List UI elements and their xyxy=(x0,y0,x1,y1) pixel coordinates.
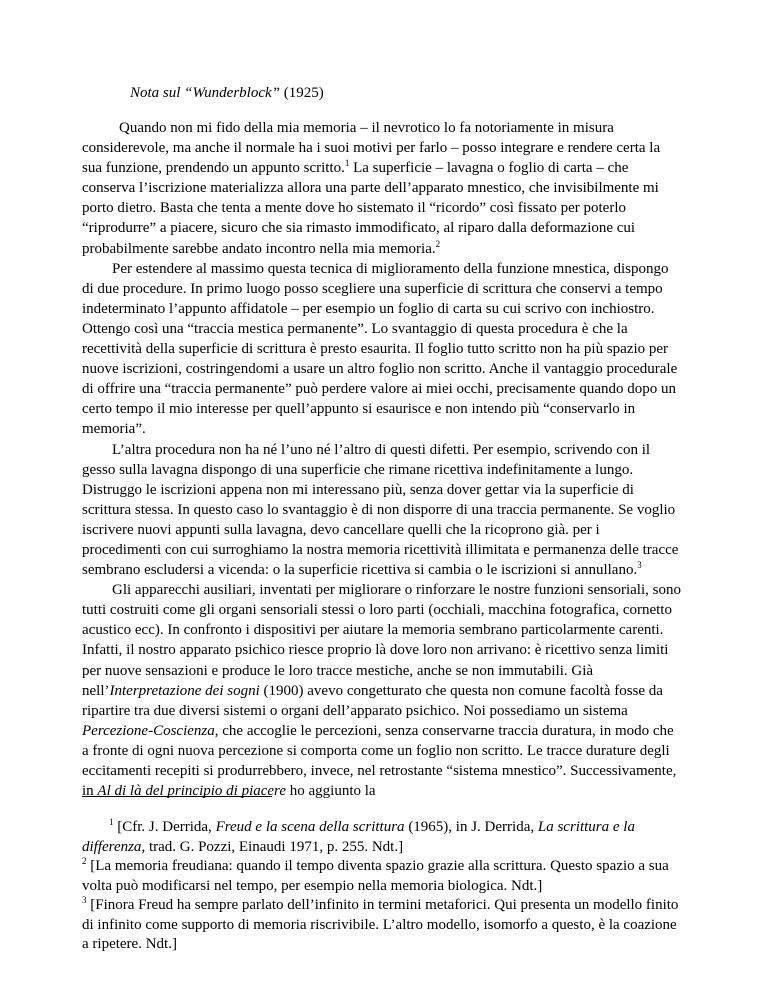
footnote-separator xyxy=(82,796,272,797)
footnotes xyxy=(82,818,682,955)
paragraph-4-text-c: , che accoglie le percezioni, senza conservarne traccia duratura, in modo che a fronte di ogni nuova percezione si comporta come un foglio non scritto. Le tracce durature degli eccitamenti recepiti si produrrebbero, invece, nel retrostante “sistema mnestico”. Successivamente, in xyxy=(82,722,677,800)
footnote-ref-1[interactable]: 1 xyxy=(344,158,350,169)
paragraph-4-text-b: (1900) avevo congetturato che questa non comune facoltà fosse da ripartire tra due diversi sistemi o organi dell’apparato psichico. Noi possediamo un sistema xyxy=(82,682,663,719)
title-main: Nota sul “Wunderblock” xyxy=(130,85,281,101)
footnote-ref-3[interactable]: 3 xyxy=(637,560,642,571)
footnote-ref-2[interactable]: 2 xyxy=(435,238,441,249)
title-year: (1925) xyxy=(280,85,324,101)
paragraph-4-text-d: ho aggiunto la xyxy=(286,783,376,800)
footnote-3-text: [Finora Freud ha sempre parlato dell’infinito in termini metaforici. Qui presenta un modello finito di infinito come supporto di memoria riscrivibile. L’altro modello, isomorfo a questo, è la coazione a ripetere. Ndt.] xyxy=(82,897,679,952)
paragraph-4-text-a: Gli apparecchi ausiliari, inventati per migliorare o rinforzare le nostre funzioni sensoriali, sono tutti costruiti come gli organi sensoriali stessi o loro parti (occhiali, macchina fotografica, cornetto acustico ecc). In confronto i dispositivi per aiutare la memoria sembrano particolarmente carenti. Infatti, il nostro apparato psichico riesce proprio là dove loro non arrivano: è ricettivo senza limiti per nuove sensazioni e produce le loro tracce mestiche, anche se non immutabili. Già nell’ xyxy=(82,582,681,699)
book-title-interpretazione: Interpretazione dei sogni xyxy=(109,682,260,699)
paragraph-1 xyxy=(82,118,682,259)
footnote-1 xyxy=(82,818,682,857)
footnote-1-text-b: (1965), in J. Derrida, xyxy=(404,819,538,835)
footnote-3 xyxy=(82,896,682,955)
footnote-2-text: [La memoria freudiana: quando il tempo diventa spazio grazie alla scrittura. Questo spazio a sua volta può modificarsi nel tempo, per esempio nella memoria biologica. Ndt.] xyxy=(82,858,669,894)
footnote-1-number: 1 xyxy=(109,817,114,827)
footnote-1-title-2: La scrittura e la differenza xyxy=(82,819,635,855)
footnote-3-number: 3 xyxy=(82,895,87,905)
footnote-1-text-a: [Cfr. J. Derrida, xyxy=(113,819,216,835)
footnote-2-number: 2 xyxy=(82,856,87,866)
term-percezione-coscienza: Percezione-Coscienza xyxy=(82,722,215,739)
paragraph-1-text-b: La superficie – lavagna o foglio di carta – che conserva l’iscrizione materializza allora una parte dell’apparato mnestico, che invisibilmente mi porto dietro. Basta che tenta a mente dove ho sistemato il “ricordo” così fissato per poterlo “riprodurre” a piacere, sicuro che sia rimasto immodificato, al riparo dalla deformazione cui probabilmente sarebbe andato incontro nella mia memoria. xyxy=(82,160,659,257)
body-text xyxy=(82,118,682,801)
footnote-2 xyxy=(82,857,682,896)
paragraph-2: Per estendere al massimo questa tecnica di miglioramento della funzione mnestica, dispongo di due procedure. In primo luogo posso scegliere una superficie di scrittura che conservi a tempo indeterminato l’appunto affidatole – per esempio un foglio di carta su cui scrivo con inchiostro. Ottengo così una “traccia mestica permanente”. Lo svantaggio di questa procedura è che la recettività della superficie di scrittura è presto esaurita. Il foglio tutto scritto non ha più spazio per nuove iscrizioni, costringendomi a usare un altro foglio non scritto. Anche il vantaggio procedurale di offrire una “traccia permanente” può perdere valore ai miei occhi, precisamente quando dopo un certo tempo il mio interesse per quell’appunto si esaurisce e non intendo più “conservarlo in memoria”. xyxy=(82,260,678,438)
footnote-1-title-1: Freud e la scena della scrittura xyxy=(215,819,405,835)
paragraph-1-text-a: Quando non mi fido della mia memoria – il nevrotico lo fa notoriamente in misura considerevole, ma anche il normale ha i suoi motivi per farlo – posso integrare e rendere certa la sua funzione, prendendo un appunto scritto. xyxy=(82,120,661,177)
paragraph-3 xyxy=(82,440,682,581)
paragraph-4 xyxy=(82,580,682,801)
footnote-1-text-c: , trad. G. Pozzi, Einaudi 1971, p. 255. Ndt.] xyxy=(141,838,404,855)
page-title xyxy=(130,84,324,102)
paragraph-3-text: L’altra procedura non ha né l’uno né l’altro di questi difetti. Per esempio, scrivendo con il gesso sulla lavagna dispongo di una superficie che rimane ricettiva indefinitamente a lungo. Distruggo le iscrizioni appena non mi interessano più, senza dover gettar via la superficie di scrittura stessa. In questo caso lo svantaggio è di non disporre di una traccia permanente. Se voglio iscrivere nuovi appunti sulla lavagna, devo cancellare quelli che la ricoprono già. per i procedimenti con cui surroghiamo la nostra memoria ricettività illimitata e permanenza delle tracce sembrano escludersi a vicenda: o la superficie ricettiva si cambia o le iscrizioni si annullano. xyxy=(82,441,679,579)
book-title-al-di-la: Al di là del principio di piacere xyxy=(97,783,286,800)
